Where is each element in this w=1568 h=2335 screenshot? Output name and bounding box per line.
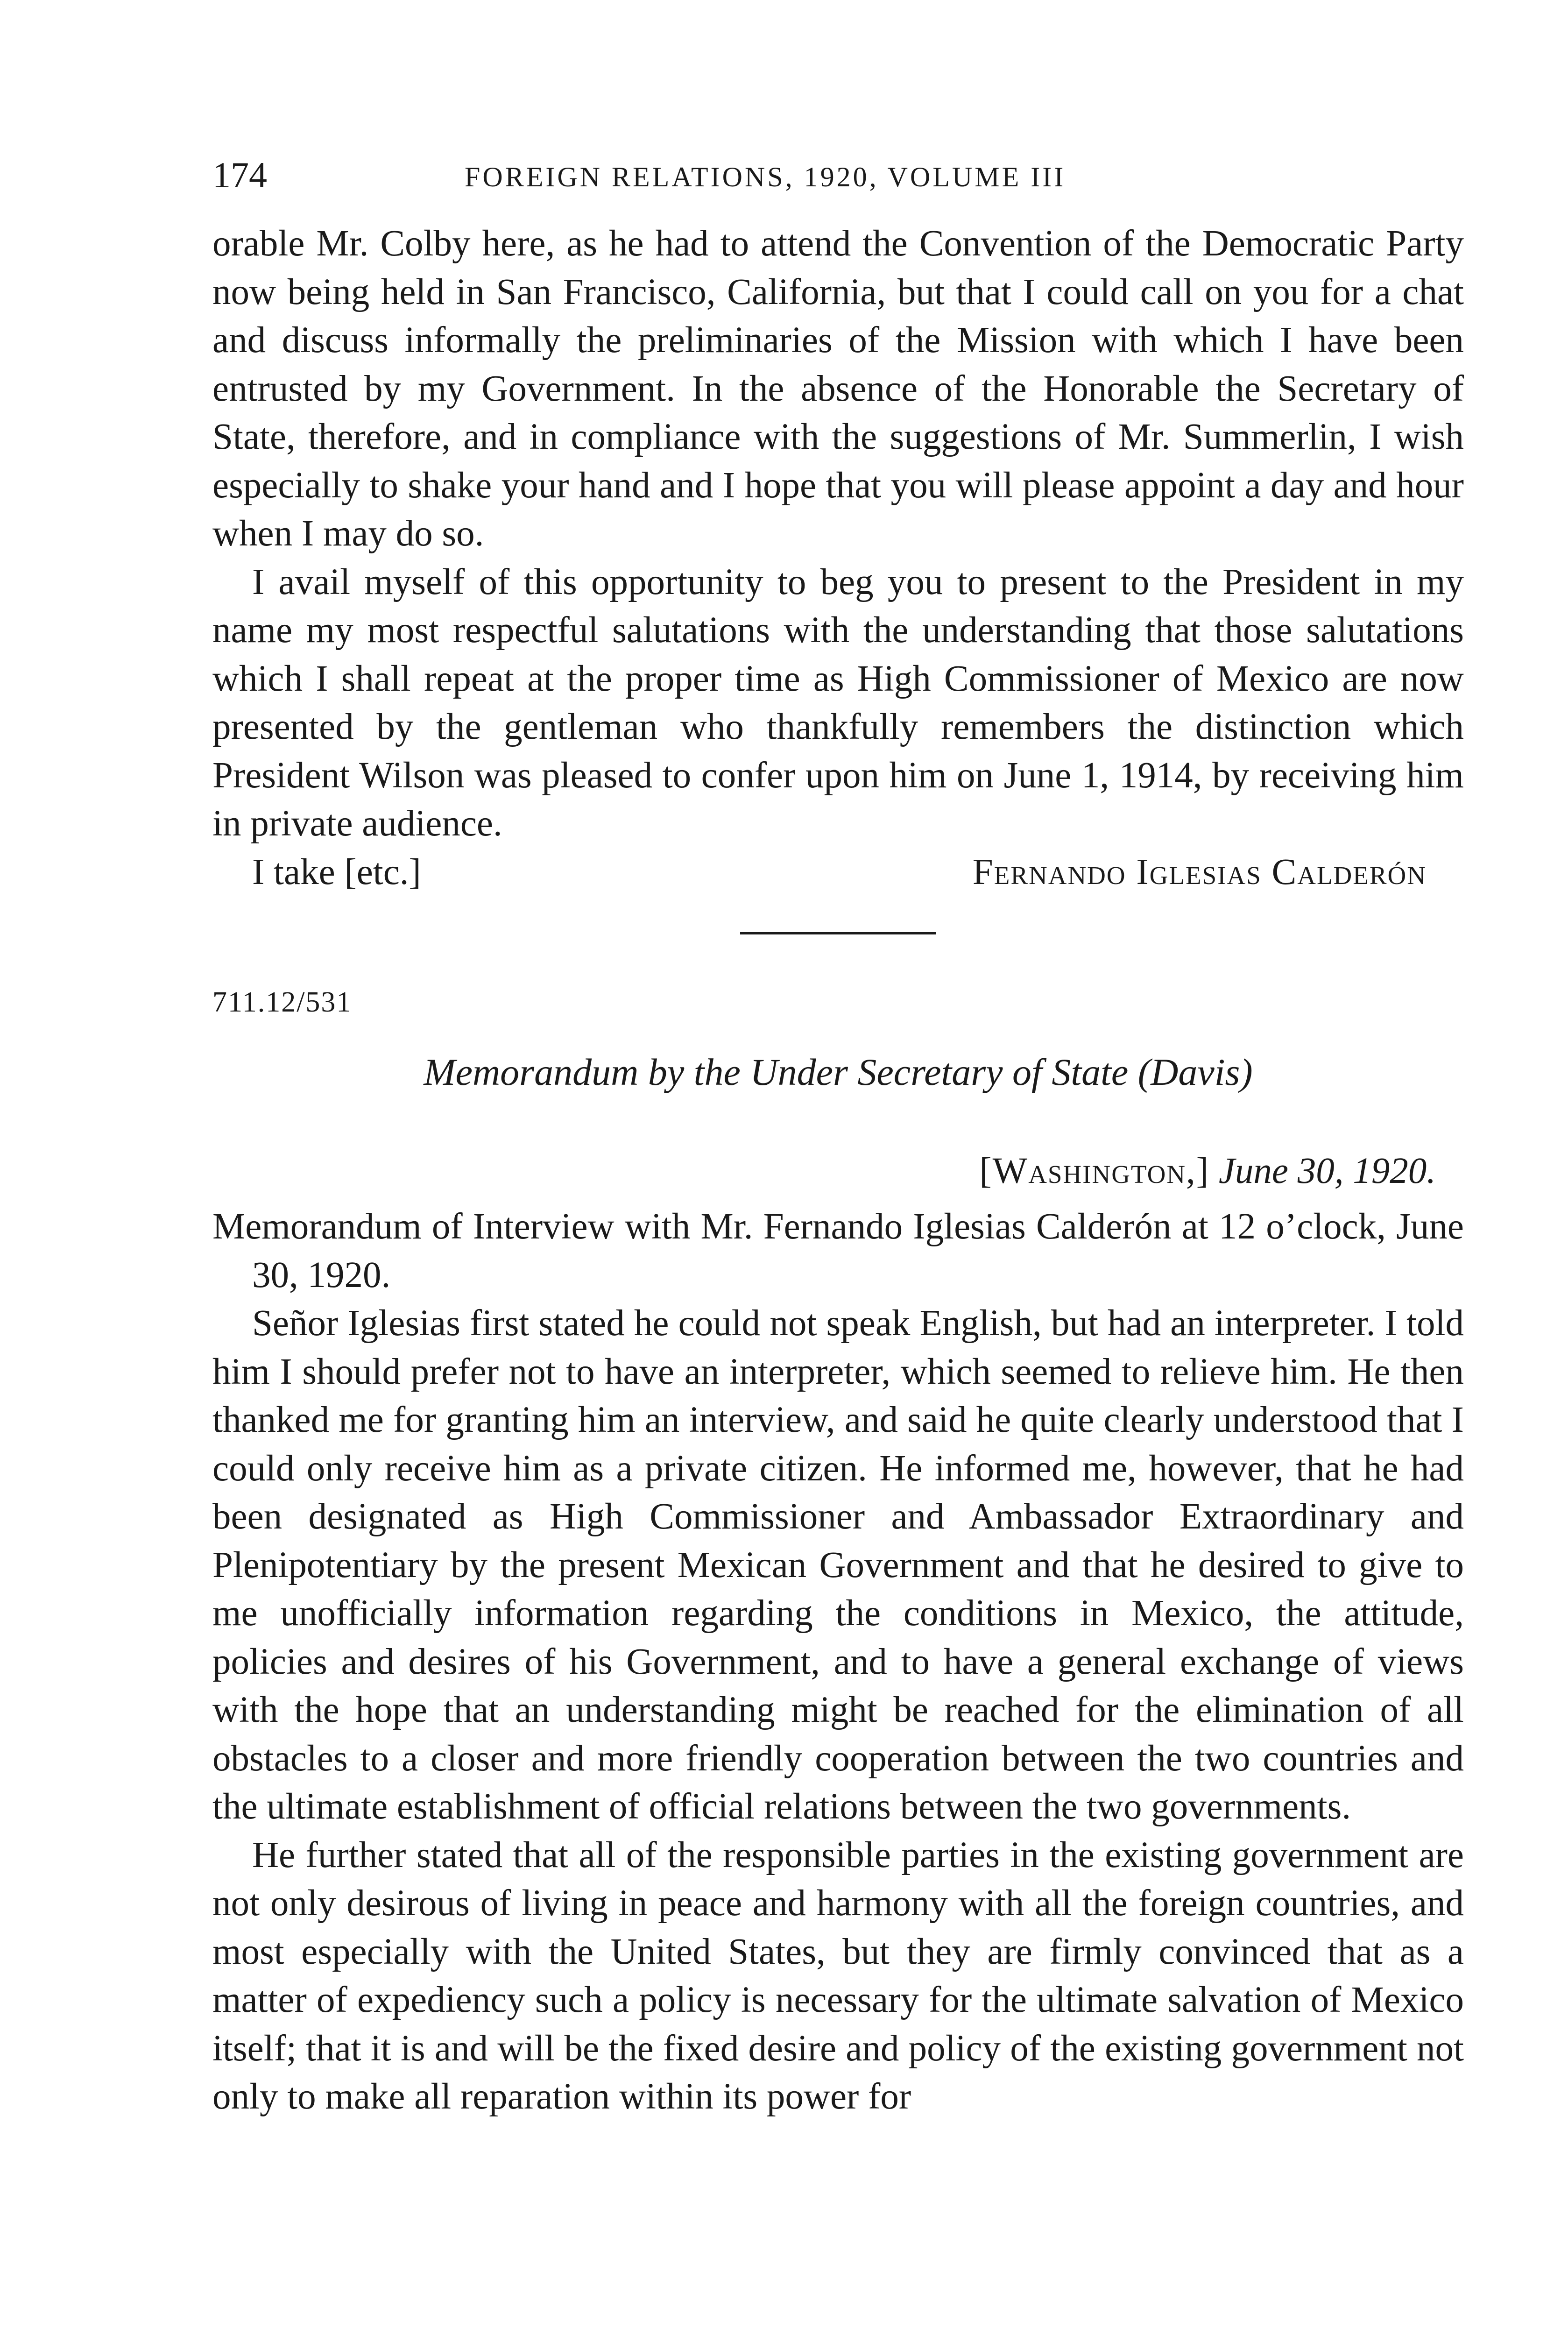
running-head (212, 154, 1464, 205)
dateline (212, 1147, 1464, 1196)
dateline-place: [Washington,] (979, 1150, 1210, 1191)
memorandum-subject: Memorandum of Interview with Mr. Fernando Iglesias Calderón at 12 o’clock, June 30, 1920. (212, 1206, 1464, 1295)
letter-paragraph: I avail myself of this opportunity to beg you to present to the President in my name my most respectful salutations with the understanding that those salutations which I shall repeat at the proper time as High Commissioner of Mexico are now presented by the gentleman who thankfully remembers the distinction which President Wilson was pleased to confer upon him on June 1, 1914, by receiving him in private audience. (212, 561, 1464, 844)
memorandum-paragraph: He further stated that all of the responsible parties in the existing government are not only desirous of living in peace and harmony with all the foreign countries, and most especially with the United States, but they are firmly convinced that as a matter of expediency such a policy is necessary for the ultimate salvation of Mexico itself; that it is and will be the fixed desire and policy of the existing government not only to make all reparation within its power for (212, 1834, 1464, 2117)
dateline-date: June 30, 1920. (1218, 1150, 1436, 1191)
document-title: Memorandum by the Under Secretary of State (Davis) (424, 1050, 1253, 1093)
letter-continuation-paragraph: orable Mr. Colby here, as he had to attend the Convention of the Democratic Party now being held in San Francisco, California, but that I could call on you for a chat and discuss informally the preliminaries of the Mission with which I have been entrusted by my Government. In the absence of the Honorable the Secretary of State, therefore, and in compliance with the suggestions of Mr. Summerlin, I wish especially to shake your hand and I hope that you will please appoint a day and hour when I may do so. (212, 223, 1464, 554)
file-number: 711.12/531 (212, 986, 352, 1018)
section-divider (740, 932, 936, 934)
running-title: FOREIGN RELATIONS, 1920, VOLUME III (465, 162, 1066, 192)
signature: Fernando Iglesias Calderón (972, 851, 1427, 892)
closing-signature-line (212, 848, 1464, 899)
document-page (212, 154, 1464, 2121)
page-number: 174 (212, 155, 267, 195)
closing-text: I take [etc.] (252, 851, 421, 892)
memorandum-paragraph: Señor Iglesias first stated he could not speak English, but had an interpreter. I told him I should prefer not to have an interpreter, which seemed to relieve him. He then thanked me for granting him an interview, and said he quite clearly understood that I could only receive him as a private citizen. He informed me, however, that he had been designated as High Commissioner and Ambassador Extraordinary and Plenipotentiary by the present Mexican Government and that he desired to give to me unofficially information regarding the conditions in Mexico, the attitude, policies and desires of his Government, and to have a general exchange of views with the hope that an understanding might be reached for the elimination of all obstacles to a closer and more friendly cooperation between the two countries and the ultimate establishment of official relations between the two governments. (212, 1303, 1464, 1827)
